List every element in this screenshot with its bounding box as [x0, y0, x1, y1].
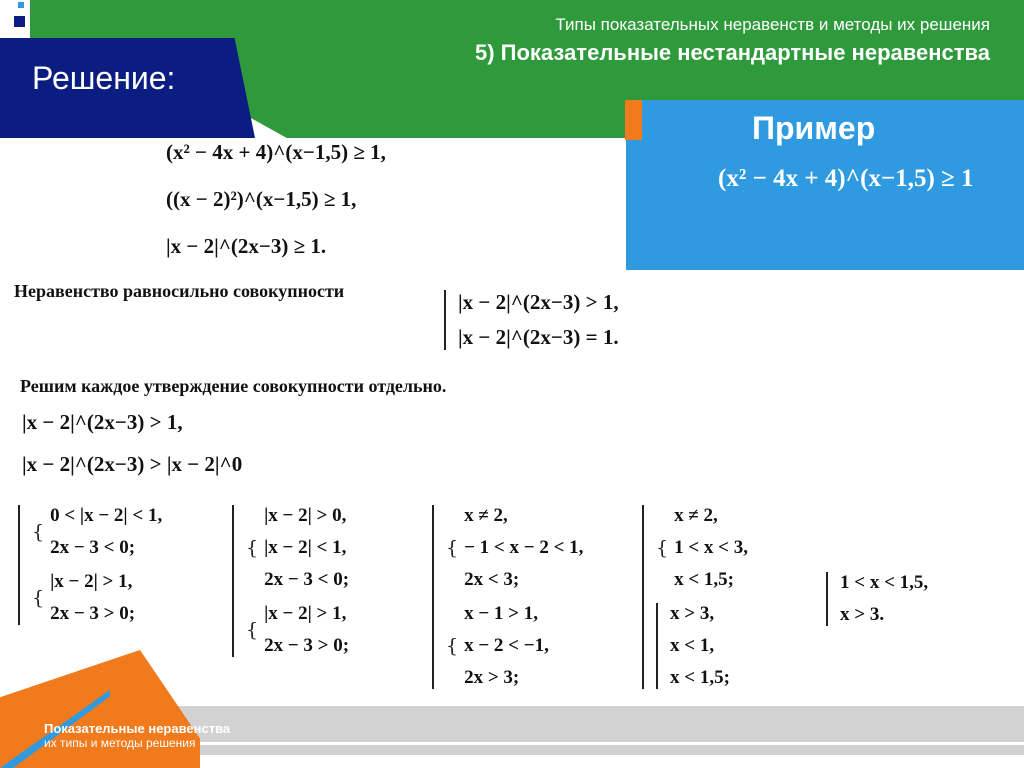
brace-icon: {	[246, 537, 259, 559]
final-answer-1: 1 < x < 1,5,	[840, 572, 929, 593]
case-1-b1: |x − 2| > 1,	[50, 571, 133, 592]
case-2-a2: |x − 2| < 1,	[264, 537, 347, 558]
header-band-lower	[240, 112, 630, 138]
case-4-b2: x < 1,	[670, 635, 715, 656]
brace-icon: {	[32, 521, 45, 543]
case-4-a3: x < 1,5;	[674, 569, 734, 590]
step-3: |x − 2|^(2x−3) ≥ 1.	[166, 234, 327, 258]
case-2-b1: |x − 2| > 1,	[264, 603, 347, 624]
equivalence-set	[444, 290, 619, 356]
step-1: (x² − 4x + 4)^(x−1,5) ≥ 1,	[166, 140, 386, 164]
example-accent	[625, 100, 642, 140]
footer-title	[44, 722, 230, 750]
brace-icon: {	[246, 619, 259, 641]
footer-line-1: Показательные неравенства	[44, 721, 231, 736]
logo-square-icon	[14, 16, 25, 27]
case-1-a2: 2x − 3 < 0;	[50, 537, 136, 558]
case-3-b2: x − 2 < −1,	[464, 635, 549, 656]
brace-icon: {	[656, 537, 669, 559]
footer-line-2: их типы и методы решения	[44, 736, 196, 750]
example-label: Пример	[752, 110, 876, 146]
final-answer	[826, 572, 928, 632]
case-2-a3: 2x − 3 < 0;	[264, 569, 350, 590]
case-3-a1: x ≠ 2,	[464, 505, 508, 526]
equivalence-text: Неравенство равносильно совокупности	[14, 281, 345, 301]
step-2: ((x − 2)²)^(x−1,5) ≥ 1,	[166, 187, 357, 211]
case-4	[642, 505, 748, 695]
set-bracket	[444, 290, 452, 350]
case-4-a1: x ≠ 2,	[674, 505, 718, 526]
case-1-b2: 2x − 3 > 0;	[50, 603, 136, 624]
brace-icon: {	[32, 587, 45, 609]
set-line-2: |x − 2|^(2x−3) = 1.	[458, 325, 619, 349]
case-3	[432, 505, 583, 695]
case-3-a3: 2x < 3;	[464, 569, 520, 590]
slide-subtitle: Типы показательных неравенств и методы их решения	[555, 15, 990, 34]
case-3-b3: 2x > 3;	[464, 667, 520, 688]
case-4-b3: x < 1,5;	[670, 667, 730, 688]
case-4-b1: x > 3,	[670, 603, 715, 624]
final-answer-2: x > 3.	[840, 604, 885, 625]
slide-title: 5) Показательные нестандартные неравенства	[474, 40, 990, 65]
case-2	[232, 505, 349, 663]
case-2-a1: |x − 2| > 0,	[264, 505, 347, 526]
solve-each-text: Решим каждое утверждение совокупности отдельно.	[20, 376, 447, 396]
case-1	[18, 505, 162, 631]
set-line-1: |x − 2|^(2x−3) > 1,	[458, 290, 619, 314]
solve-line-2: |x − 2|^(2x−3) > |x − 2|^0	[22, 452, 243, 476]
case-3-a2: − 1 < x − 2 < 1,	[464, 537, 584, 558]
brace-icon: {	[446, 635, 459, 657]
logo-small-square-icon	[18, 2, 24, 8]
solution-label: Решение:	[32, 60, 176, 96]
case-3-b1: x − 1 > 1,	[464, 603, 538, 624]
case-1-a1: 0 < |x − 2| < 1,	[50, 505, 163, 526]
case-4-a2: 1 < x < 3,	[674, 537, 748, 558]
example-inequality: (x² − 4x + 4)^(x−1,5) ≥ 1	[718, 165, 974, 192]
brace-icon: {	[446, 537, 459, 559]
solve-line-1: |x − 2|^(2x−3) > 1,	[22, 410, 183, 434]
case-2-b2: 2x − 3 > 0;	[264, 635, 350, 656]
